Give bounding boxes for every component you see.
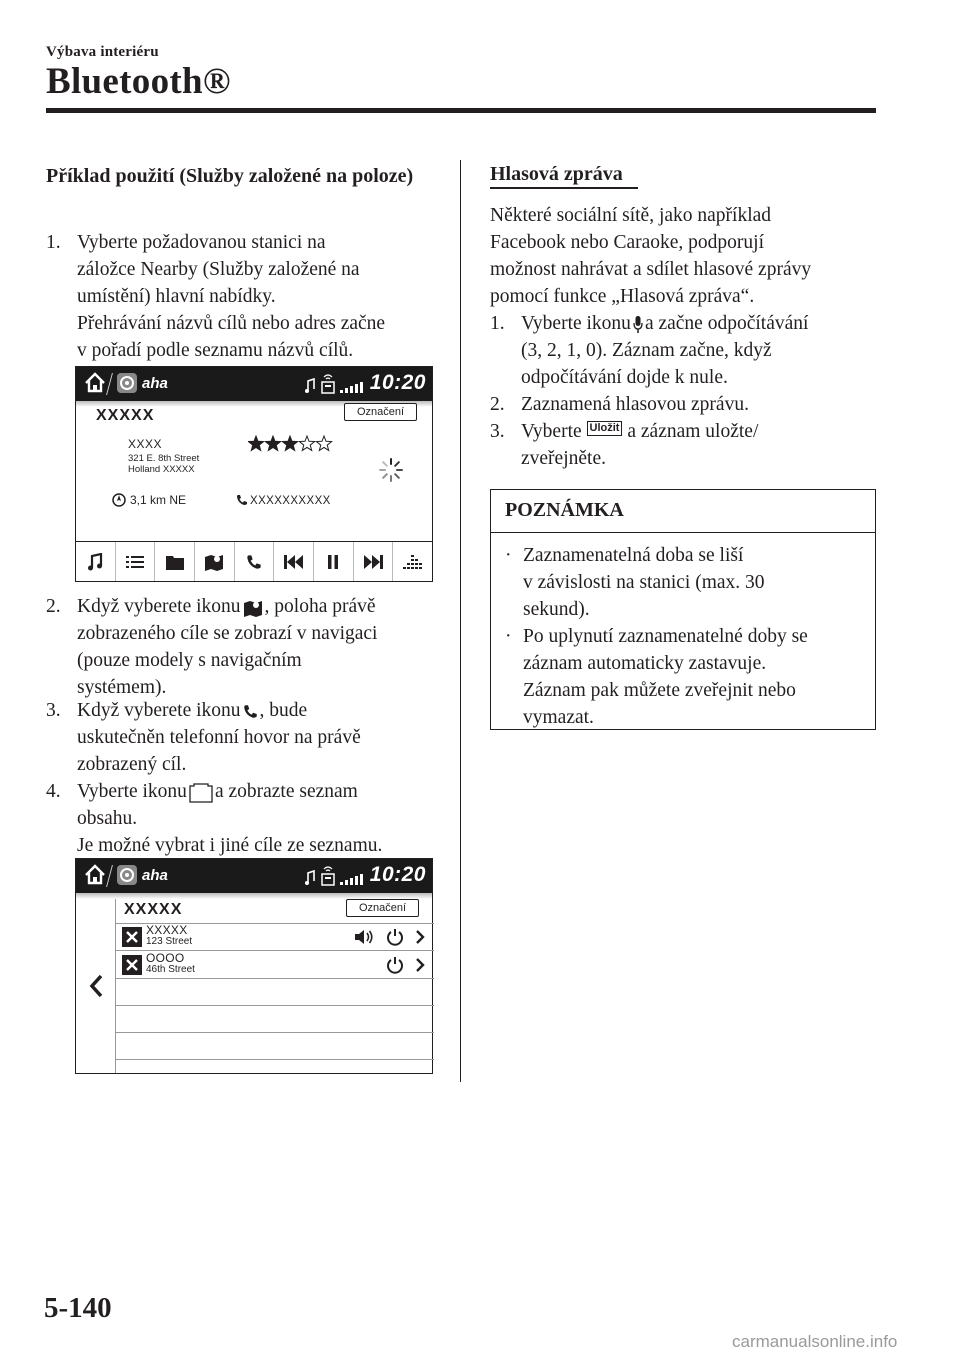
chevron-left-icon	[89, 974, 103, 998]
step-1	[46, 229, 446, 364]
next-track-icon[interactable]	[354, 542, 394, 581]
step-text: Když vyberete ikonu	[77, 700, 241, 721]
aha-app-icon	[116, 864, 138, 886]
note-item: · Po uplynutí zaznamenatelné doby se záznam automaticky zastavuje. Záznam pak můžete zveřejnit nebo vymazat.	[505, 626, 808, 728]
item-name: OOOO	[146, 951, 185, 965]
intro-paragraph: Některé sociální sítě, jako například Facebook nebo Caraoke, podporují možnost nahrávat a sdílet hlasové zprávy pomocí funkce „Hlasová zpráva“.	[490, 205, 812, 307]
save-button-glyph: Uložit	[587, 421, 623, 436]
step-text: a záznam uložte/	[627, 421, 759, 442]
home-icon[interactable]	[83, 371, 107, 395]
note-item: · Zaznamenatelná doba se liší v závislosti na stanici (max. 30 sekund).	[505, 545, 765, 620]
note-box	[490, 489, 876, 730]
step-text-line: (pouze modely s navigačním	[77, 650, 302, 671]
delete-icon[interactable]	[122, 955, 142, 975]
example-heading: Příklad použití (Služby založené na poloze)	[46, 165, 414, 187]
power-icon[interactable]	[386, 928, 404, 946]
list-item[interactable]	[116, 1034, 434, 1060]
equalizer-icon[interactable]	[393, 542, 432, 581]
chevron-right-icon[interactable]	[415, 957, 425, 973]
step-text-line: Je možné vybrat i jiné cíle ze seznamu.	[77, 835, 383, 856]
map-icon	[243, 599, 263, 617]
delete-icon[interactable]	[122, 927, 142, 947]
step-number: 3.	[490, 421, 505, 442]
voice-step-3	[490, 418, 880, 472]
place-address-1: 321 E. 8th Street	[128, 453, 200, 464]
tag-button[interactable]: Označení	[346, 899, 419, 917]
pause-icon[interactable]	[314, 542, 354, 581]
clock: 10:20	[369, 371, 426, 394]
station-title: XXXXX	[124, 901, 183, 918]
star-filled-icon	[248, 436, 263, 450]
screen-destination-list	[75, 858, 433, 1074]
step-number: 2.	[46, 596, 61, 617]
step-text: Vyberte	[521, 421, 582, 442]
step-text-line: (3, 2, 1, 0). Záznam začne, když	[521, 340, 772, 361]
item-name: XXXXX	[146, 923, 188, 937]
item-street: 46th Street	[146, 964, 195, 975]
list-item[interactable]	[116, 952, 434, 979]
star-empty-icon	[316, 436, 331, 450]
phone-number: XXXXXXXXXX	[250, 495, 331, 507]
app-name: aha	[142, 867, 168, 884]
step-text-line: v pořadí podle seznamu názvů cílů.	[77, 340, 354, 361]
tag-button[interactable]: Označení	[344, 403, 417, 421]
rating-stars	[248, 435, 338, 453]
step-number: 3.	[46, 700, 61, 721]
step-text: Vyberte ikonu	[77, 781, 187, 802]
star-filled-icon	[282, 436, 297, 450]
voice-step-2	[490, 391, 880, 418]
watermark: carmanualsonline.info	[732, 1332, 898, 1351]
status-icons	[304, 865, 366, 889]
step-text-line: záložce Nearby (Služby založené na	[77, 259, 360, 280]
step-text-line: zobrazený cíl.	[77, 754, 187, 775]
step-text: , bude	[259, 700, 308, 721]
clock: 10:20	[369, 863, 426, 886]
item-street: 123 Street	[146, 936, 193, 947]
place-name: XXXX	[128, 437, 163, 451]
chevron-right-icon[interactable]	[415, 929, 425, 945]
column-divider	[460, 160, 461, 1082]
separator	[106, 865, 113, 887]
step-text-line: zveřejněte.	[521, 448, 606, 469]
distance-label: 3,1 km NE	[130, 493, 187, 507]
step-text-line: odpočítávání dojde k nule.	[521, 367, 728, 388]
step-number: 1.	[490, 313, 505, 334]
page-number: 5-140	[44, 1292, 112, 1324]
phone-icon[interactable]	[235, 542, 275, 581]
note-title: POZNÁMKA	[505, 499, 624, 521]
speaker-icon[interactable]	[354, 929, 374, 945]
music-note-icon[interactable]	[76, 542, 116, 581]
step-text: Vyberte ikonu	[521, 313, 631, 334]
back-button[interactable]	[76, 899, 116, 1073]
step-text-line: Vyberte požadovanou stanici na	[77, 232, 326, 253]
screen-status-bar	[76, 859, 432, 893]
compass-icon	[112, 493, 126, 507]
list-item[interactable]	[116, 924, 434, 951]
star-filled-icon	[265, 436, 280, 450]
screen-status-bar	[76, 367, 432, 401]
star-empty-icon	[299, 436, 314, 450]
voice-step-1	[490, 310, 880, 391]
previous-track-icon[interactable]	[274, 542, 314, 581]
list-icon[interactable]	[116, 542, 156, 581]
list-item[interactable]	[116, 980, 434, 1006]
loading-spinner-icon	[378, 457, 404, 483]
step-text-line: Přehrávání názvů cílů nebo adres začne	[77, 313, 386, 334]
phone-icon	[236, 494, 248, 506]
step-text-line: uskutečněn telefonní hovor na právě	[77, 727, 361, 748]
station-title: XXXXX	[96, 407, 155, 424]
map-icon[interactable]	[195, 542, 235, 581]
step-text: a začne odpočítávání	[644, 313, 809, 334]
page-title: Bluetooth®	[46, 61, 231, 102]
app-name: aha	[142, 375, 168, 392]
step-4	[46, 778, 446, 859]
list-item[interactable]	[116, 1007, 434, 1033]
step-text-line: Zaznamená hlasovou zprávu.	[521, 394, 749, 415]
step-text: Když vyberete ikonu	[77, 596, 241, 617]
home-icon[interactable]	[83, 863, 107, 887]
step-text-line: umístění) hlavní nabídky.	[77, 286, 276, 307]
screen-destination-detail	[75, 366, 433, 582]
step-number: 2.	[490, 394, 505, 415]
step-text-line: systémem).	[77, 677, 167, 698]
step-number: 1.	[46, 232, 61, 253]
step-text-line: zobrazeného cíle se zobrazí v navigaci	[77, 623, 378, 644]
detail-panel	[76, 407, 432, 539]
step-text-line: obsahu.	[77, 808, 138, 829]
folder-icon[interactable]	[155, 542, 195, 581]
content-list-icon	[189, 783, 213, 803]
heading-underline	[490, 187, 638, 189]
power-icon[interactable]	[386, 956, 404, 974]
step-number: 4.	[46, 781, 61, 802]
phone-icon	[243, 704, 258, 719]
aha-app-icon	[116, 372, 138, 394]
place-address-2: Holland XXXXX	[128, 464, 195, 475]
voice-message-heading: Hlasová zpráva	[490, 163, 623, 185]
title-rule	[46, 108, 876, 113]
step-3	[46, 697, 446, 778]
bottom-toolbar	[76, 541, 432, 581]
section-label: Výbava interiéru	[46, 44, 159, 60]
step-text: , poloha právě	[264, 596, 376, 617]
step-text: a zobrazte seznam	[214, 781, 358, 802]
step-2	[46, 593, 446, 701]
status-icons	[304, 373, 366, 397]
separator	[106, 373, 113, 395]
microphone-icon	[633, 316, 643, 334]
